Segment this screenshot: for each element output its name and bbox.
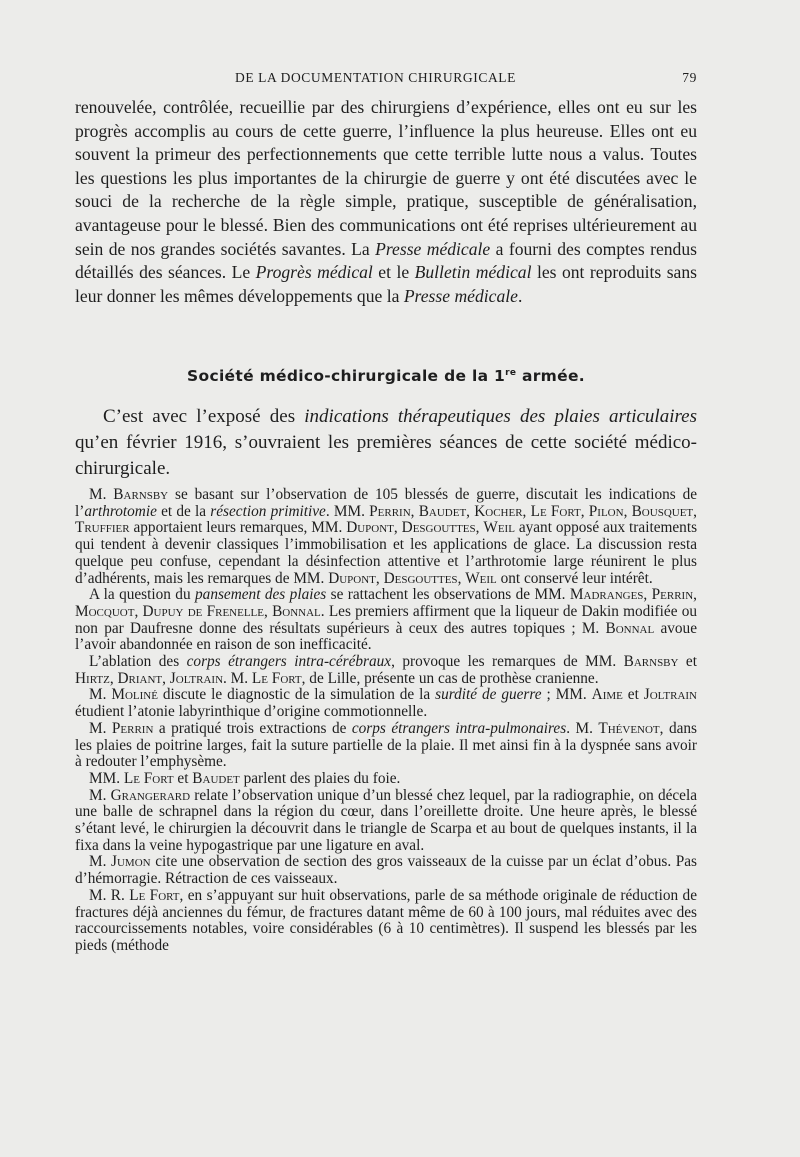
journal-title: Bulletin médical — [414, 262, 532, 283]
paragraph-heart-bullet: M. Grangerard relate l’observation unique d’un blessé chez lequel, par la radiographie, on décela une balle de schrapnel dans la région du cœur, dans l’oreillette droite. Une heure après, le blessé s’étant levé, le chirurgien la découvrit dans le triangle de Scarpa et au bout de quelques instants, il la fixa dans la veine hypogastrique par une ligature en aval. — [75, 786, 698, 854]
paragraph-pulmonary: M. Perrin a pratiqué trois extractions de corps étrangers intra-pulmonaires. M. Thévenot, dans les plaies de poitrine larges, fait la suture partielle de la plaie. Il met ainsi fin à la dyspnée sans avoir à redouter l’emphysème. — [75, 719, 697, 771]
paragraph-cerebral: L’ablation des corps étrangers intra-cérébraux, provoque les remarques de MM. Barnsby et Hirtz, Driant, Joltrain. M. Le Fort, de Lille, présente un cas de prothèse cranienne. — [75, 653, 697, 687]
section-heading: Société médico-chirurgicale de la 1re armée. — [187, 367, 585, 385]
journal-title: Presse médicale — [375, 238, 491, 259]
lead-paragraph: C’est avec l’exposé des indications thérapeutiques des plaies articulaires qu’en février 1916, s’ouvraient les premières séances de cette société médico-chirurgicale. — [75, 406, 697, 479]
paragraph-femur: M. R. Le Fort, en s’appuyant sur huit observations, parle de sa méthode originale de réduction de fractures déjà anciennes du fémur, de fractures datant même de 60 à 100 jours, mal réduites avec des raccourcissements notables, voire considérables (6 à 10 centimètres). Il suspend les blessés par les pieds (méthode — [75, 886, 697, 954]
paragraph-liver: MM. Le Fort et Baudet parlent des plaies du foie. — [89, 769, 401, 787]
paragraph-arthrotomy: M. Barnsby se basant sur l’observation de 105 blessés de guerre, discutait les indications de l’arthrotomie et de la résection primitive. MM. Perrin, Baudet, Kocher, Le Fort, Pilon, Bousquet, Truffier apportaient leurs remarques, MM. Dupont, Desgouttes, Weil ayant opposé aux traitements qui tendent à devenir classiques l’immobilisation et les applications de glace. La discussion resta quelque peu confuse, cependant la désinfection attentive et l’arthrotomie large réunirent le plus d’adhérents, mais les remarques de MM. Dupont, Desgouttes, Weil ont conservé leur intérêt. — [75, 486, 698, 587]
intro-text: renouvelée, contrôlée, recueillie par des chirurgiens d’expérience, elles ont eu sur les progrès accomplis au cours de cette guerre, l’influence la plus heureuse. Elles ont eu souvent la primeur des perfectionnements que cette terrible lutte nous a valus. Toutes les questions les plus importantes de la chirurgie de guerre y ont été discutées avec le souci de la recherche de la règle simple, pratique, susceptible de généralisation, avantageuse pour le blessé. Bien des communications ont été reprises ultérieurement au sein de nos grandes sociétés savantes. La Presse médicale a fourni des comptes rendus détaillés des séances. Le Progrès médical et le Bulletin médical les ont reproduits sans leur donner les mêmes développements que la Presse médicale. — [75, 97, 698, 306]
paragraph-deafness: M. Moliné discute le diagnostic de la simulation de la surdité de guerre ; MM. Aime et Joltrain étudient l’atonie labyrinthique d’origine commotionnelle. — [75, 686, 697, 721]
paragraph-dressing: A la question du pansement des plaies se rattachent les observations de MM. Madranges, Perrin, Mocquot, Dupuy de Frenelle, Bonnal. Les premiers affirment que la liqueur de Dakin modifiée ou non par Daufresne donne des résultats supérieurs à ceux des autres topiques ; M. Bonnal avoue l’avoir abandonnée en raison de son inefficacité. — [75, 586, 698, 654]
paragraph-vessels: M. Jumon cite une observation de section des gros vaisseaux de la cuisse par un éclat d’obus. Pas d’hémorragie. Rétraction de ces vaisseaux. — [75, 853, 698, 888]
journal-title: Presse médicale — [403, 285, 518, 306]
running-title: DE LA DOCUMENTATION CHIRURGICALE — [235, 70, 516, 85]
journal-title: Progrès médical — [255, 262, 373, 283]
session-notes — [75, 487, 697, 955]
intro-paragraph — [75, 96, 697, 308]
page-number: 79 — [682, 70, 697, 85]
